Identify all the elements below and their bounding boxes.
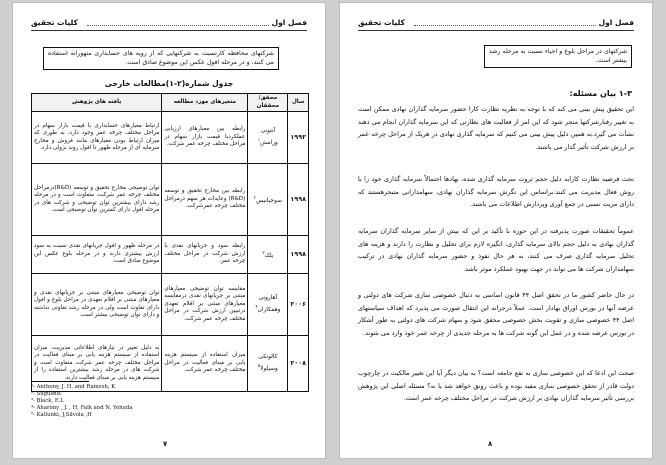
col-year-header: سال [288,94,309,112]
table-row [32,274,309,336]
body-paragraph: عموماً تحقیقات صورت پذیرفته در این حوزه با تأکید بر این که بیش از سایر سرمایه گذاران سرمایه گذاران نهادی به دلیل حجم بالای سرمایه گذاری، انگیزه لازم برای تحلیل و نظارت را دارند و هزینه های تحلیل سرمایه گذاری صرف می کنند، به هر حال نفوذ و حضور سرمایه گذاران نهادی در ترکیب سهامداران شرکت ها می تواند در جهت بهبود عملکرد موثر باشد. [358,227,634,273]
footnote-mark: ۲ [253,194,257,200]
row-year: ۲۰۰۸ [288,336,309,392]
page-number: ۷ [163,440,168,448]
foreign-studies-table [31,93,309,392]
header-topic: کلیات تحقیق [358,18,405,27]
col-author-header: محقق/محققان [248,94,288,112]
header-chapter: فصل اول [598,18,634,27]
footnote: ³- Black, E.L [31,398,64,404]
body-paragraph: تحت فرضیه نظارت کارایه دلیل حجم ثروت سرمایه گذاری شده، نهادها احتمالاً سرمایه گذاری خود را با روش فعال مدیریت می کنند.براساس این نگرش سرمایه گذاران نهادی، سهامدارانی متبحرهستند که دارای مزیت نسبی در جمع آوری وپردازش اطلاعات می باشند. [358,175,634,208]
continued-text-box: شرکتهای محافظه کارتسبت به شرکتهایی که از رویه های حسابداری متهورانه استفاده می کنند، و در مرحله افول عکس این موضوع صادق است. [43,47,279,70]
header-topic: کلیات تحقیق [31,18,78,27]
footnote: ⁴- Aharony , J. , H, Falk and N, Yehuda [31,405,133,411]
footnote-mark: ۱ [257,136,261,142]
row-variables: رابطه سود و جریانهای نقدی با ارزش شرکت در مراحل مختلف چرخه عمر. [162,236,248,274]
footnote-mark: ۴ [255,303,258,309]
page-header [358,17,634,31]
header-chapter: فصل اول [271,18,307,27]
header-dotted-rule [87,25,269,26]
row-author: سوجیانیس$^۲$ [248,164,288,236]
section-title: ۱-۳ بیان مسئله: [569,89,632,98]
continued-text-box: شرکتهای در مراحل بلوغ و احیاء نسبت به مرحله رشد بیشتر است. [484,45,632,68]
row-year: ۱۹۹۸ [288,236,309,274]
row-year: ۲۰۰۶ [288,274,309,336]
row-author: بلک$^۳$ [248,236,288,274]
row-author: آهارونی وهمکاران$^۴$ [248,274,288,336]
footnote: ²- Sugusnis [31,391,61,397]
page-number: ۸ [488,440,493,448]
table-row [32,164,309,236]
row-variables: رابطه بین معیارهای ارزیابی عملکردبا قیمت بازار سهام در مراحل مختلف چرخه عمر شرکت. [162,112,248,164]
body-paragraph: در حال حاضر کشور ما در تحقق اصل ۴۴ قانون اساسی به دنبال خصوصی سازی شرکت های دولتی و عرضه آنها در بورس اوراق بهادار است. عملاً درجرانه این انتقال صورت می پذیرد که اهداف سیاستهای اصل ۴۴ خصوصی سازی و تقویت بخش خصوصی محقق شود و سهام شرکت های دولتی به طور آشکار در بورس عرضه شده و در عمل این گونه شرکت ها به مرحله جدیدی از چرخه عمر خود وارد می شوند. [358,291,634,337]
page-7 [12,2,326,459]
page-header [31,17,307,31]
footnote: ¹- Anthony, J. H. and Ramesh, K [31,384,116,390]
body-paragraph: صحت این ادعا که این خصوصی سازی به نفع جامعه است؟ به بیان دیگر آیا این تغییر مالکیت در چارچوب دولت قادر از تحقق خصوصی سازی مفید بوده و باعث رونق خواهد شد یا نه؟ مسئله اصلی این پژوهش بررسی تأثیر سرمایه گذاران نهادی بر ارزش شرکت در مراحل مختلف چرخه عمر است. [358,369,634,402]
header-dotted-rule [414,25,596,26]
col-variables-header: متغیرهای مورد مطالعه [162,94,248,112]
row-variables: رابطه بین مخارج تحقیق و توسعه (R&D) وعایدات هر سهم درمراحل مختلف چرخه عمرشرکت. [162,164,248,236]
col-findings-header: یافته های پژوهش [32,94,162,112]
row-variables: میزان استفاده از سیستم هزینه یابی بر مبنای فعالیت در مراحل مختلف چرخه عمر شرکت. [162,336,248,392]
footnote-separator [31,381,89,382]
row-year: ۱۹۹۸ [288,164,309,236]
row-author: کالونکی وسیلولا$^۵$ [248,336,288,392]
row-year: ۱۹۹۲ [288,112,309,164]
row-findings: ارتباط معیارهای حسابداری با قیمت بازار سهام در مراحل مختلف چرخه عمر وجود دارد، به طوری که میزان ارتباط بودن معیارهای مانند فروش و مخارج سرمایه ای از مرحله ظهور تا افول روند نزولی دارد. [32,112,162,164]
row-findings: توان توضیحی مخارج تحقیق و توسعه (R&D)درمراحل مختلف چرخه عمر شرکت، متفاوت است و در مرحله رشد دارای بیشترین توان توضیحی و شرکت های در مرحله افول دارای کمترین توان توضیحی است. [32,164,162,236]
body-paragraph: این تحقیق پیش بینی می کند که با توجه به نظریه نظارت کارا حضور سرمایه گذاران نهادی ممکن است به تغییر رفتارشرکتها منجر شود که این امر از فعالیت های نظارتی که این سرمایه گذاران انجام می دهند نشأت می گیرد.به همین دلیل پیش بینی می کنیم که سرمایه گذاری نهادی در هریک از مراحل چرخه عمر بر ارزش شرکت تأثیر گذار می باشند. [358,105,634,151]
footnote-mark: ۵ [257,362,261,368]
table-title: جدول شماره(۲-۱)مطالعات خارجی [104,79,234,88]
table-row [32,236,309,274]
row-findings: در مرحله ظهور و افول جریانهای نقدی نسبت به سود ارزش بیشتری دارند و در مرحله بلوغ عکس این موضوع صادق است. [32,236,162,274]
footnote: ⁵- Kallunki, J,Silvola ,H [31,412,92,418]
row-author: آنتونی ورامش$^۱$ [248,112,288,164]
table-header-row [32,94,309,112]
row-findings: توان توضیحی معیارهای مبتنی بر جریانهای نقدی و معیارهای مبتنی بر اقلام تعهدی در مراحل بلوغ و افول دارای تفاوت است ولی در مرحله رشد تفاوتی نداشته و دارای توان توضیحی بیشتر است. [32,274,162,336]
table-row [32,112,309,164]
page-8 [339,2,653,459]
row-findings: به دلیل تغییر در نیازهای اطلاعاتی مدیریت، میزان استفاده از سیستم هزینه یابی بر مبنای فعالیت در مراحل مختلف چرخه عمر شرکت متفاوت است و شرکت های در مرحله رشد بیشترین استفاده را از سیستم هزینه یابی بر مبنای فعالیت دارند. [32,336,162,392]
footnote-mark: ۳ [262,249,265,255]
row-variables: مقایسه توان توضیحی معیارهای مبتنی بر جریانهای نقدی درمقایسه معیارهای مبتنی بر اقلام تعهدی درتبیین ارزش شرکت در مراحل مختلف چرخه عمر شرکت. [162,274,248,336]
